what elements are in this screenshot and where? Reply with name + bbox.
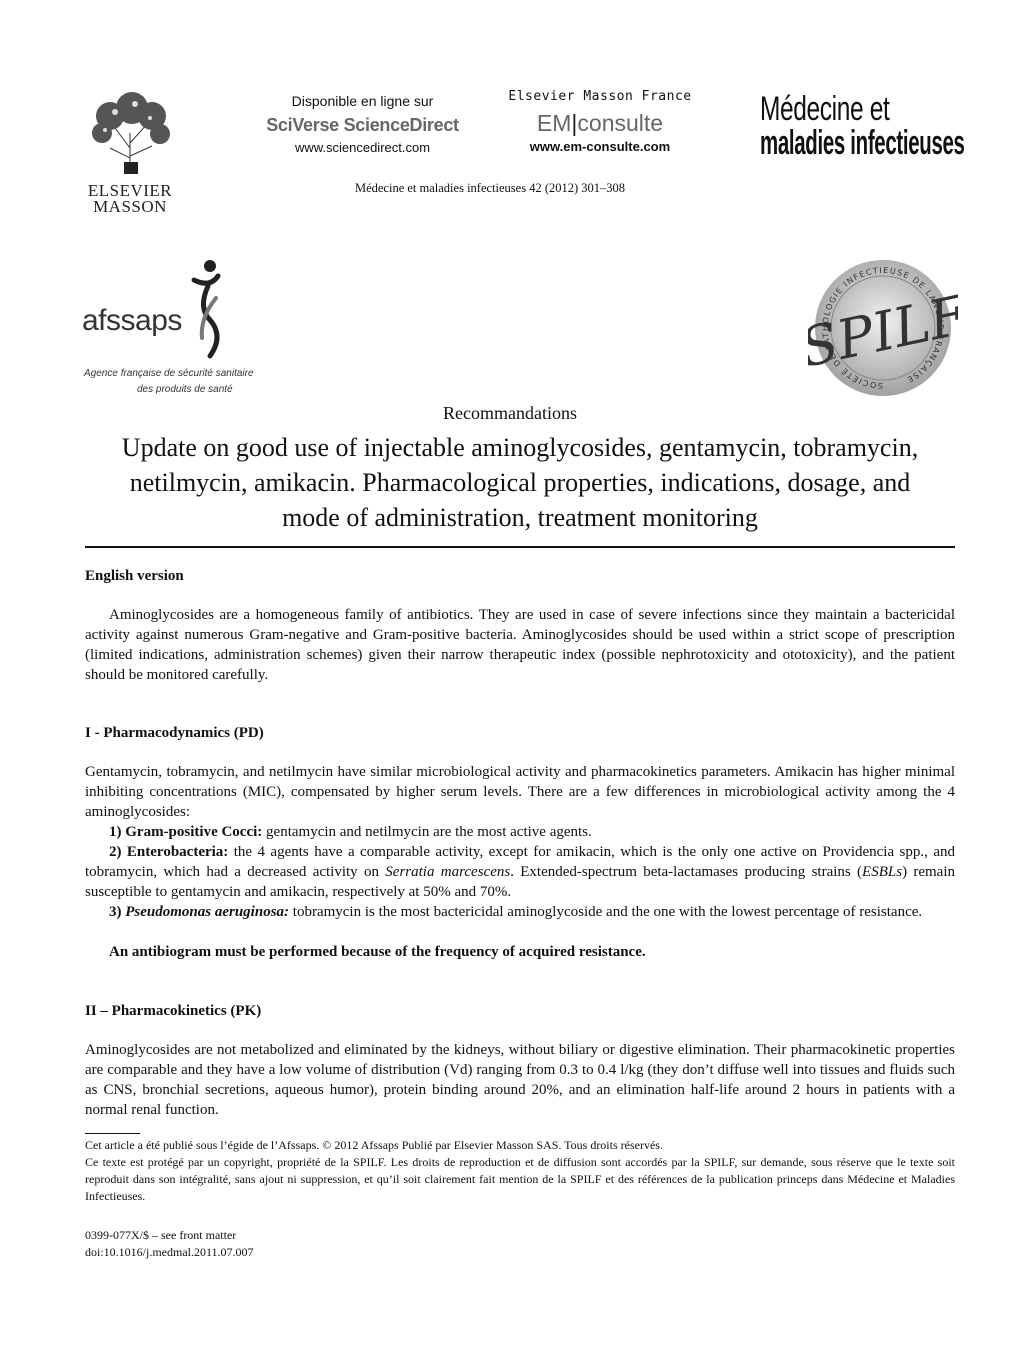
- pd-item-3-text: tobramycin is the most bactericidal aminoglycoside and the one with the lowest percentage of resistance.: [289, 904, 923, 920]
- pk-paragraph: Aminoglycosides are not metabolized and eliminated by the kidneys, without biliary or digestive elimination. Their pharmacokinetic properties are comparable and they have a low volume of distribution (Vd) ranging from 0.3 to 0.4 l/kg (they don’t diffuse well into tissues and fluids such as CNS, bronchial secretions, aqueous humor), protein binding around 20%, and an elimination half-life around 2 hours in patients with a normal renal function.: [85, 1042, 955, 1118]
- afssaps-logo: [82, 258, 254, 398]
- pd-item-2-label: 2) Enterobacteria:: [109, 844, 229, 860]
- article-title-line-1: Update on good use of injectable aminoglycosides, gentamycin, tobramycin,: [121, 433, 919, 462]
- footnote-divider: [85, 1133, 140, 1134]
- pd-antibiogram-note: [85, 942, 955, 962]
- sciencedirect-url[interactable]: www.sciencedirect.com: [294, 140, 431, 155]
- pd-item-2-text-a: the 4 agents have a comparable activity, except for amikacin, which is the only one active on Providencia spp., and tobramycin, which had a decreased activity on: [85, 844, 955, 880]
- footnote-copyright: Ce texte est protégé par un copyright, propriété de la SPILF. Les droits de reproduction et de diffusion sont accordés par la SPILF, sur demande, sous réserve que le texte soit reproduit dans son intégralité, sans ajout ni suppression, et qu’il soit clairement fait mention de la SPILF et des références de la publication princeps dans Médecine et Maladies Infectieuses.: [85, 1155, 955, 1203]
- pd-item-3-number: 3): [109, 904, 126, 920]
- afssaps-tagline-2: des produits de santé: [137, 384, 233, 395]
- doi-line[interactable]: doi:10.1016/j.medmal.2011.07.007: [85, 1245, 254, 1259]
- spilf-logo: [808, 258, 958, 398]
- pd-item-2: [85, 842, 955, 902]
- pd-antibiogram-text: An antibiogram must be performed because of the frequency of acquired resistance.: [109, 944, 646, 960]
- emconsulte-block: [505, 88, 695, 154]
- pd-item-1-label: 1) Gram-positive Cocci:: [109, 824, 263, 840]
- intro-paragraph: Aminoglycosides are a homogeneous family of antibiotics. They are used in case of severe infections since they maintain a bactericidal activity against numerous Gram-negative and Gram-positive bacteria. Aminoglycosides should be used within a strict scope of prescription (limited indications, administration schemes) given their narrow therapeutic index (possible nephrotoxicity and ototoxicity), and the patient should be monitored carefully.: [85, 607, 955, 683]
- section-kind: Recommandations: [443, 403, 577, 423]
- section-heading-pd: I - Pharmacodynamics (PD): [85, 725, 264, 741]
- afssaps-tagline-1: Agence française de sécurité sanitaire: [84, 368, 254, 379]
- article-title-line-3: mode of administration, treatment monitoring: [282, 503, 758, 532]
- pd-item-1: [85, 822, 955, 842]
- spilf-seal-icon: [808, 258, 958, 398]
- pd-item-3: [85, 902, 955, 922]
- journal-logo: [760, 90, 965, 162]
- available-online-label: Disponible en ligne sur: [291, 93, 434, 109]
- masson-wordmark: MASSON: [93, 197, 167, 216]
- afssaps-figure-icon: [180, 258, 230, 363]
- elsevier-masson-logo: [80, 88, 180, 216]
- issn-line: 0399-077X/$ – see front matter: [85, 1228, 237, 1242]
- pd-item-2-text-c: ) remain susceptible to gentamycin and amikacin, respectively at 50% and 70%.: [85, 864, 956, 900]
- version-heading: English version: [85, 568, 184, 584]
- title-divider: [85, 546, 955, 548]
- emconsulte-url[interactable]: www.em-consulte.com: [529, 139, 671, 154]
- elsevier-tree-icon: [80, 88, 180, 178]
- pd-item-3-species: Pseudomonas aeruginosa:: [125, 904, 290, 920]
- journal-logo-line2: maladies infectieuses: [760, 124, 965, 162]
- afssaps-wordmark: afssaps: [82, 304, 182, 337]
- elsevier-masson-france-label: Elsevier Masson France: [508, 89, 692, 104]
- article-title-line-2: netilmycin, amikacin. Pharmacological properties, indications, dosage, and: [129, 468, 911, 497]
- journal-citation: Médecine et maladies infectieuses 42 (2012) 301–308: [354, 181, 626, 195]
- article-title: [80, 430, 960, 535]
- pd-paragraph: Gentamycin, tobramycin, and netilmycin have similar microbiological activity and pharmacokinetics parameters. Amikacin has higher minimal inhibiting concentrations (MIC), compensated by higher serum levels. There are a few differences in microbiological activity among the 4 aminoglycosides:: [85, 764, 955, 820]
- sciencedirect-block: [240, 90, 485, 158]
- spilf-monogram: SPILF: [808, 283, 958, 380]
- pd-item-2-species: Serratia marcescens: [385, 864, 511, 880]
- sciencedirect-brand: SciVerse ScienceDirect: [266, 115, 459, 135]
- elsevier-wordmark: ELSEVIER: [87, 181, 173, 200]
- emconsulte-consulte: consulte: [577, 110, 664, 136]
- pd-item-2-esbl: ESBLs: [862, 864, 903, 880]
- pd-item-2-text-b: . Extended-spectrum beta-lactamases producing strains (: [510, 864, 863, 880]
- footnote-publication: Cet article a été publié sous l’égide de l’Afssaps. © 2012 Afssaps Publié par Elsevier Masson SAS. Tous droits réservés.: [85, 1138, 663, 1152]
- emconsulte-brand: EM|consulte: [536, 110, 664, 136]
- pd-item-1-text: gentamycin and netilmycin are the most active agents.: [262, 824, 592, 840]
- spilf-ring-text: SOCIÉTÉ DE PATHOLOGIE INFECTIEUSE DE LANGUE FRANÇAISE: [821, 265, 946, 391]
- journal-logo-line1: Médecine et: [760, 90, 890, 128]
- section-heading-pk: II – Pharmacokinetics (PK): [85, 1003, 262, 1019]
- emconsulte-em: EM: [536, 110, 572, 136]
